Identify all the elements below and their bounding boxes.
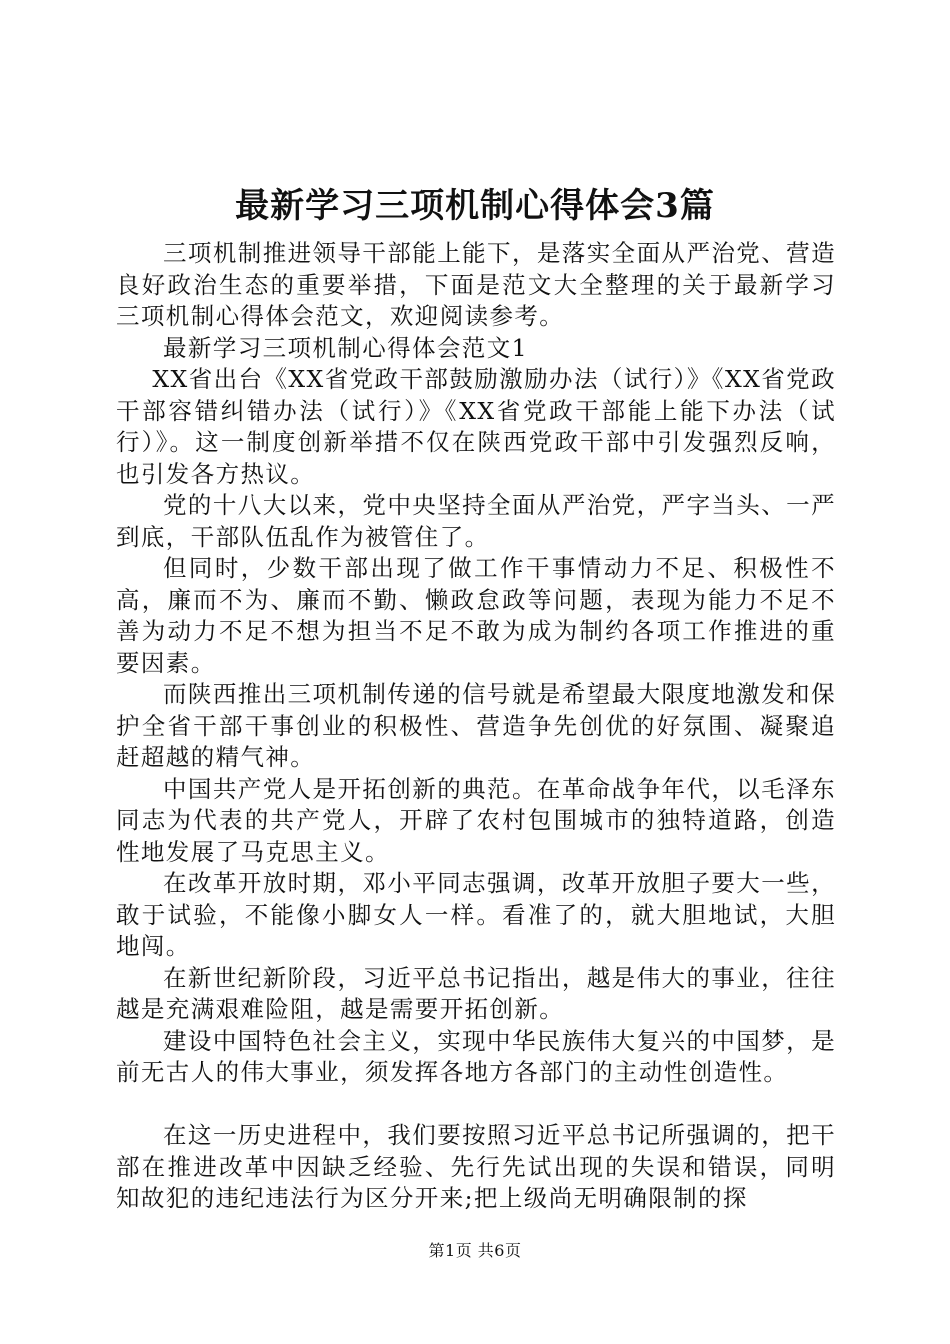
paragraph: 在改革开放时期，邓小平同志强调，改革开放胆子要大一些，敢于试验，不能像小脚女人一样。看准了的，就大胆地试，大胆地闯。 (116, 869, 836, 960)
paragraph: 而陕西推出三项机制传递的信号就是希望最大限度地激发和保护全省干部干事创业的积极性、营造争先创优的好氛围、凝聚追赶超越的精气神。 (116, 680, 836, 771)
paragraph: 中国共产党人是开拓创新的典范。在革命战争年代，以毛泽东同志为代表的共产党人，开辟了农村包围城市的独特道路，创造性地发展了马克思主义。 (116, 774, 836, 866)
page-number-footer: 第1页 共6页 (428, 1241, 522, 1260)
paragraph: XX省出台《XX省党政干部鼓励激励办法（试行）》《XX省党政干部容错纠错办法（试行）》《XX省党政干部能上能下办法（试行）》。这一制度创新举措不仅在陕西党政干部中引发强烈反响，也引发各方热议。 (116, 365, 836, 488)
paragraph: 建设中国特色社会主义，实现中华民族伟大复兴的中国梦，是前无古人的伟大事业，须发挥各地方各部门的主动性创造性。 (116, 1026, 836, 1086)
paragraph: 但同时，少数干部出现了做工作干事情动力不足、积极性不高，廉而不为、廉而不勤、懒政怠政等问题，表现为能力不足不善为动力不足不想为担当不足不敢为成为制约各项工作推进的重要因素。 (116, 554, 836, 677)
paragraph: 在新世纪新阶段，习近平总书记指出，越是伟大的事业，往往越是充满艰难险阻，越是需要开拓创新。 (116, 963, 836, 1023)
document-title: 最新学习三项机制心得体会3篇 (235, 186, 715, 226)
paragraph: 党的十八大以来，党中央坚持全面从严治党，严字当头、一严到底，干部队伍乱作为被管住了。 (116, 491, 836, 551)
paragraph-intro: 三项机制推进领导干部能上能下，是落实全面从严治党、营造良好政治生态的重要举措，下面是范文大全整理的关于最新学习三项机制心得体会范文，欢迎阅读参考。 (116, 239, 836, 330)
paragraph: 在这一历史进程中，我们要按照习近平总书记所强调的，把干部在推进改革中因缺乏经验、先行先试出现的失误和错误，同明知故犯的违纪违法行为区分开来;把上级尚无明确限制的探 (116, 1121, 836, 1212)
paragraph-section-heading: 最新学习三项机制心得体会范文1 (163, 333, 528, 362)
document-body (116, 238, 836, 1215)
